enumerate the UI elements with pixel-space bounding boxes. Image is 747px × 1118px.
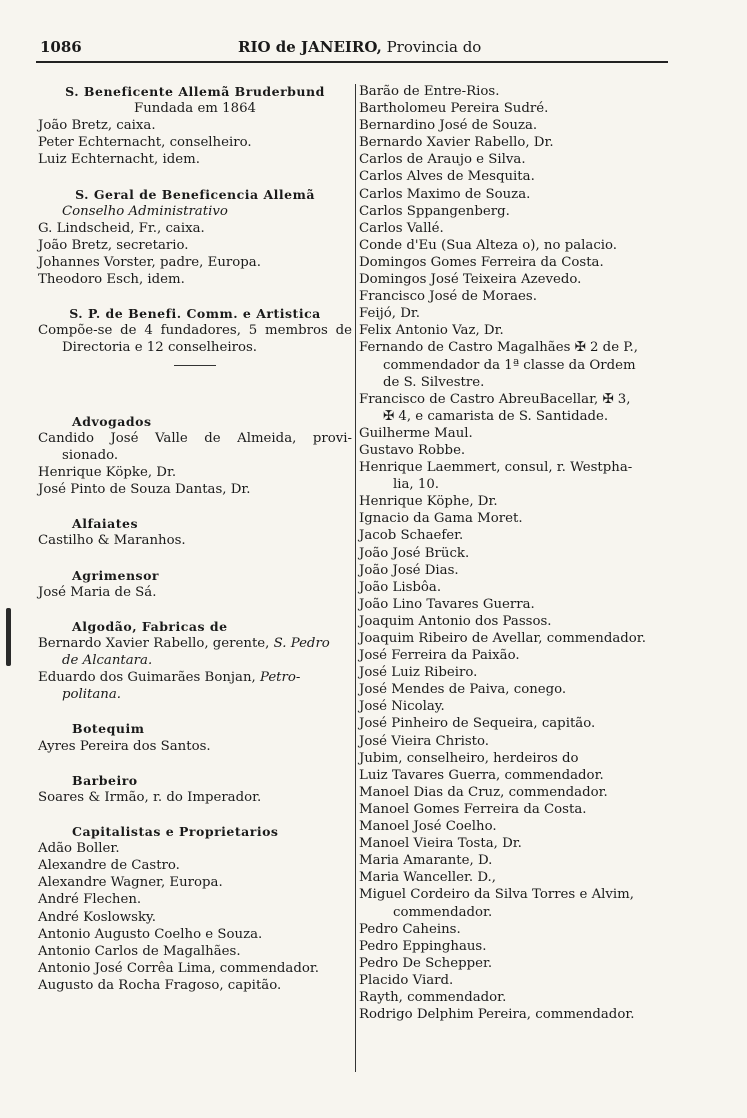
list-item-continuation: de S. Silvestre. [383,374,485,390]
list-item: Felix Antonio Vaz, Dr. [359,323,504,339]
list-item: Luiz Tavares Guerra, commendador. [359,767,604,783]
list-item: Pedro De Schepper. [359,955,493,971]
section-heading: Alfaiates [72,516,139,532]
list-item: Manoel Dias da Cruz, commendador. [359,784,608,800]
list-item: Feijó, Dr. [359,306,420,322]
list-item: G. Lindscheid, Fr., caixa. [38,220,205,236]
list-item: Candido José Valle de Almeida, provi- [38,430,352,446]
list-item: José Nicolay. [359,699,445,715]
list-item: Augusto da Rocha Fragoso, capitão. [38,977,282,993]
list-item: Rayth, commendador. [359,989,507,1005]
section-heading: Botequim [72,721,145,737]
list-item: Barão de Entre-Rios. [359,84,500,99]
list-item: Henrique Köpke, Dr. [38,465,177,481]
list-item: Soares & Irmão, r. do Imperador. [38,789,262,805]
list-item: Jubim, conselheiro, herdeiros do [359,750,579,766]
page-number: 1086 [40,38,82,56]
list-item-text: Bernardo Xavier Rabello, gerente, [38,636,274,651]
list-item: José Pinheiro de Sequeira, capitão. [359,716,596,732]
list-item-continuation: ✠ 4, e camarista de S. Santidade. [383,408,609,424]
list-item: Antonio Carlos de Magalhães. [38,943,241,959]
left-column [38,83,352,994]
header-rule [36,61,668,63]
list-item-text: Eduardo dos Guimarães Bonjan, [38,670,260,686]
list-item-continuation: sionado. [62,447,119,463]
section-heading: S. P. de Benefi. Comm. e Artistica [69,306,321,322]
list-item: Castilho & Maranhos. [38,533,186,549]
section-heading: Capitalistas e Proprietarios [72,824,279,840]
list-item: Carlos Alves de Mesquita. [359,169,535,185]
section-heading: S. Beneficente Allemã Bruderbund [65,84,325,99]
place-name: Petro- [259,670,301,686]
list-item: André Koslowsky. [38,909,157,925]
list-item [38,635,352,652]
right-column [359,83,673,1023]
section-subheading: Fundada em 1864 [133,101,256,117]
list-item: Guilherme Maul. [359,425,473,441]
list-item: Johannes Vorster, padre, Europa. [38,254,261,270]
list-item: Fernando de Castro Magalhães ✠ 2 de P., [359,340,639,356]
list-item: Peter Echternacht, conselheiro. [38,135,252,151]
list-item: Joaquim Antonio dos Passos. [359,613,552,629]
list-item: Compõe-se de 4 fundadores, 5 membros de [38,323,352,339]
list-item: Maria Wanceller. D., [359,870,496,886]
list-item: Domingos José Teixeira Azevedo. [359,272,582,288]
column-divider [355,84,356,1072]
list-item: Miguel Cordeiro da Silva Torres e Alvim, [359,887,635,903]
page-title-province: Provincia do [381,38,482,56]
list-item: Placido Viard. [359,972,454,988]
list-item: João José Brück. [359,545,470,561]
page-title [238,38,481,56]
list-item: Adão Boller. [38,841,120,857]
list-item-continuation: commendador. [393,904,493,920]
list-item: Antonio Augusto Coelho e Souza. [38,926,263,942]
list-item: Carlos Maximo de Souza. [359,186,531,202]
list-item: Alexandre de Castro. [38,858,180,874]
list-item: Theodoro Esch, idem. [38,272,185,288]
place-name: de Alcantara. [62,653,153,669]
list-item: Alexandre Wagner, Europa. [38,875,223,891]
list-item: Ayres Pereira dos Santos. [38,738,211,754]
list-item: José Maria de Sá. [38,584,157,600]
section-heading: Advogados [72,413,152,429]
list-item: José Vieira Christo. [359,733,490,749]
list-item: Antonio José Corrêa Lima, commendador. [38,960,319,976]
section-heading: Algodão, Fabricas de [72,618,228,634]
page-title-city: RIO de JANEIRO, [238,38,382,56]
list-item: Manoel Vieira Tosta, Dr. [359,836,522,852]
page-header [38,38,668,62]
list-item: Francisco de Castro AbreuBacellar, ✠ 3, [359,391,631,407]
list-item: Rodrigo Delphim Pereira, commendador. [359,1007,635,1023]
list-item: Francisco José de Moraes. [359,289,537,305]
list-item-continuation: commendador da 1ª classe da Ordem [383,357,636,373]
section-subheading: Conselho Administrativo [62,203,228,219]
list-item: João Bretz, secretario. [38,237,189,253]
list-item: Bernardo Xavier Rabello, Dr. [359,135,554,151]
list-item: Domingos Gomes Ferreira da Costa. [359,254,604,270]
list-item: Maria Amarante, D. [359,853,493,869]
list-item: Gustavo Robbe. [359,442,466,458]
list-item: André Flechen. [38,892,142,908]
list-item: Carlos de Araujo e Silva. [359,152,526,168]
list-item: Bernardino José de Souza. [359,118,538,134]
list-item: Henrique Laemmert, consul, r. Westpha- [359,460,633,476]
place-name: politana. [62,687,122,703]
section-heading: S. Geral de Beneficencia Allemã [75,186,315,202]
section-heading: Barbeiro [72,772,138,788]
list-item: Bartholomeu Pereira Sudré. [359,101,549,117]
list-item: Pedro Caheins. [359,921,461,937]
list-item: Luiz Echternacht, idem. [38,152,200,168]
list-item: João Lisbôa. [359,579,442,595]
list-item: Jacob Schaefer. [359,528,464,544]
list-item: Conde d'Eu (Sua Alteza o), no palacio. [359,237,618,253]
list-item: Joaquim Ribeiro de Avellar, commendador. [359,631,646,646]
list-item: Carlos Sppangenberg. [359,203,510,219]
list-item: José Luiz Ribeiro. [359,665,478,681]
list-item: José Pinto de Souza Dantas, Dr. [38,482,251,498]
list-item-continuation: Directoria e 12 conselheiros. [62,340,257,356]
list-item: Henrique Köphe, Dr. [359,494,498,510]
list-item: José Mendes de Paiva, conego. [359,682,567,698]
list-item: Ignacio da Gama Moret. [359,511,523,527]
list-item: Manoel Gomes Ferreira da Costa. [359,801,587,817]
list-item: Manoel José Coelho. [359,819,497,835]
list-item [38,669,352,686]
margin-mark [6,608,11,666]
list-item: José Ferreira da Paixão. [359,648,520,664]
list-item: João Lino Tavares Guerra. [359,596,535,612]
list-item: João Bretz, caixa. [38,118,156,134]
place-name: S. Pedro [273,636,330,651]
list-item: João José Dias. [359,562,459,578]
list-item-continuation: lia, 10. [393,477,440,493]
section-heading: Agrimensor [72,567,160,583]
list-item: Carlos Vallé. [359,220,444,236]
list-item: Pedro Eppinghaus. [359,938,487,954]
